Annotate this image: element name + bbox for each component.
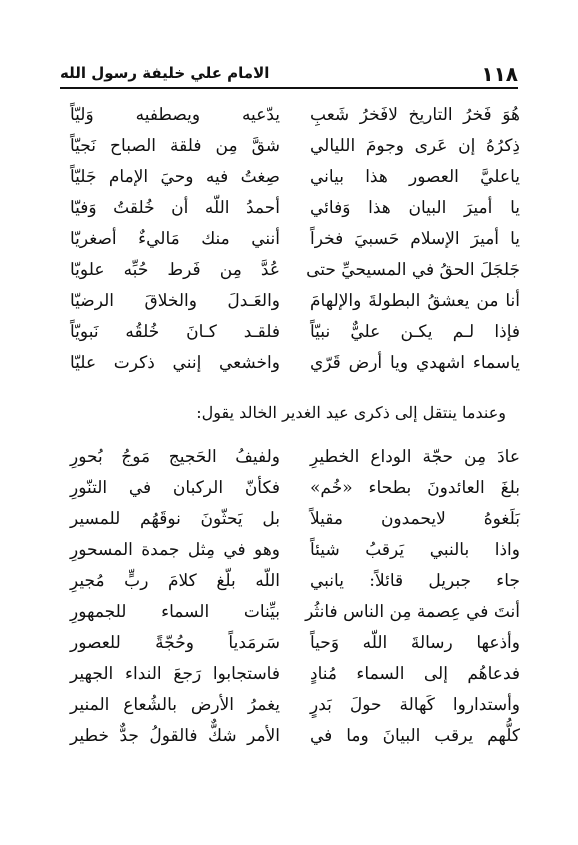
first-hemistich: ذِكرُهُ إن عَرى وجومَ الليالي <box>310 136 520 156</box>
first-hemistich: واذا بالنبي يَرقبُ شيئاً <box>310 540 520 560</box>
first-hemistich: عادَ مِن حجّة الوداع الخطيرِ <box>310 447 520 467</box>
verse-line <box>70 535 520 566</box>
second-hemistich: صِغتُ فيه وحيَ الإمام جَليّاً <box>70 167 280 187</box>
first-hemistich: يا أميرَ البيان هذا وَفائي <box>310 198 520 218</box>
verse-line <box>70 659 520 690</box>
second-hemistich: والعَـدلَ والخلاقَ الرضيّا <box>70 291 280 311</box>
verse-line <box>70 442 520 473</box>
prose-paragraph: وعندما ينتقل إلى ذكرى عيد الغدير الخالد يقول: <box>196 403 506 422</box>
poem-block-2 <box>70 442 520 752</box>
first-hemistich: بلغَ العائدونَ بطحاء «خُم» <box>310 478 520 498</box>
page-header <box>60 58 518 88</box>
second-hemistich: فاستجابوا رَجعَ النداء الجهير <box>70 664 280 684</box>
second-hemistich: الأمر شكٌّ فالقولُ جدٌّ خطير <box>70 726 280 746</box>
verse-line <box>70 317 520 348</box>
verse-line <box>70 690 520 721</box>
first-hemistich: وأستداروا كَهالة حولَ بَدرٍ <box>310 695 520 715</box>
verse-line <box>70 348 520 379</box>
verse-line <box>70 628 520 659</box>
first-hemistich: جاء جبريل قائلاً: يانبي <box>310 571 520 591</box>
first-hemistich: بَلَغوهُ لايحمدون مقيلاً <box>310 509 520 529</box>
verse-line <box>70 193 520 224</box>
verse-line <box>70 566 520 597</box>
first-hemistich: ياعليَّ العصور هذا بياني <box>310 167 520 187</box>
header-divider <box>60 87 518 89</box>
first-hemistich: أنتَ في عِصمة مِن الناس فانثُر <box>305 602 520 622</box>
second-hemistich: يدّعيه ويصطفيه وَليّاً <box>70 105 280 125</box>
first-hemistich: فدعاهُم إلى السماء مُنادٍ <box>310 664 520 684</box>
second-hemistich: ولفيفُ الحَجيج مَوجُ بُحورِ <box>70 447 280 467</box>
verse-line <box>70 224 520 255</box>
second-hemistich: بيِّنات السماء للجمهورِ <box>70 602 280 622</box>
verse-line <box>70 131 520 162</box>
first-hemistich: هُوَ فَخرُ التاريخ لافَخرُ شَعبِ <box>310 105 520 125</box>
first-hemistich: وأذعها رسالةَ اللّه وَحياً <box>310 633 520 653</box>
first-hemistich: كلُّهم يرقب البيانَ وما في <box>310 726 520 746</box>
second-hemistich: يغمرُ الأرض بالشُعاع المنير <box>70 695 280 715</box>
second-hemistich: بل يَحثّونَ نوقَهُم للمسير <box>70 509 280 529</box>
verse-line <box>70 162 520 193</box>
second-hemistich: عُدَّ مِن فَرط حُبِّه علويّا <box>70 260 280 280</box>
second-hemistich: واخشعي إنني ذكرت عليّا <box>70 353 280 373</box>
page-number: ١١٨ <box>481 62 518 86</box>
first-hemistich: يا أميرَ الإسلام حَسبيَ فخراً <box>310 229 520 249</box>
second-hemistich: اللّه بلّغ كلامَ ربٍّ مُجيرِ <box>70 571 280 591</box>
second-hemistich: سَرمَدياً وحُجّةً للعصور <box>70 633 280 653</box>
verse-line <box>70 597 520 628</box>
second-hemistich: وهو في مِثل جمدة المسحورِ <box>70 540 280 560</box>
second-hemistich: شقَّ مِن فلقة الصباح نَجيّاً <box>70 136 280 156</box>
first-hemistich: جَلجَلَ الحقُ في المسيحيِّ حتى <box>306 260 520 280</box>
verse-line <box>70 255 520 286</box>
first-hemistich: أنا من يعشقُ البطولةَ والإلهامَ <box>310 291 520 311</box>
verse-line <box>70 286 520 317</box>
verse-line <box>70 721 520 752</box>
verse-line <box>70 504 520 535</box>
second-hemistich: فلقـد كـانَ خُلقُه نَبويّاً <box>70 322 280 342</box>
first-hemistich: ياسماء اشهدي ويا أرض قَرّي <box>310 353 520 373</box>
verse-line <box>70 473 520 504</box>
verse-line <box>70 100 520 131</box>
second-hemistich: فكأنّ الركبان في التنّورِ <box>70 478 280 498</box>
first-hemistich: فإذا لـم يكـن عليٌّ نبيّاً <box>310 322 520 342</box>
poem-block-1 <box>70 100 520 379</box>
running-head: الامام علي خليفة رسول الله <box>60 64 270 82</box>
second-hemistich: أنني منك مَاليءٌ أصغريّا <box>70 229 280 249</box>
second-hemistich: أحمدُ اللّه أن خُلقتُ وَفيّا <box>70 198 280 218</box>
